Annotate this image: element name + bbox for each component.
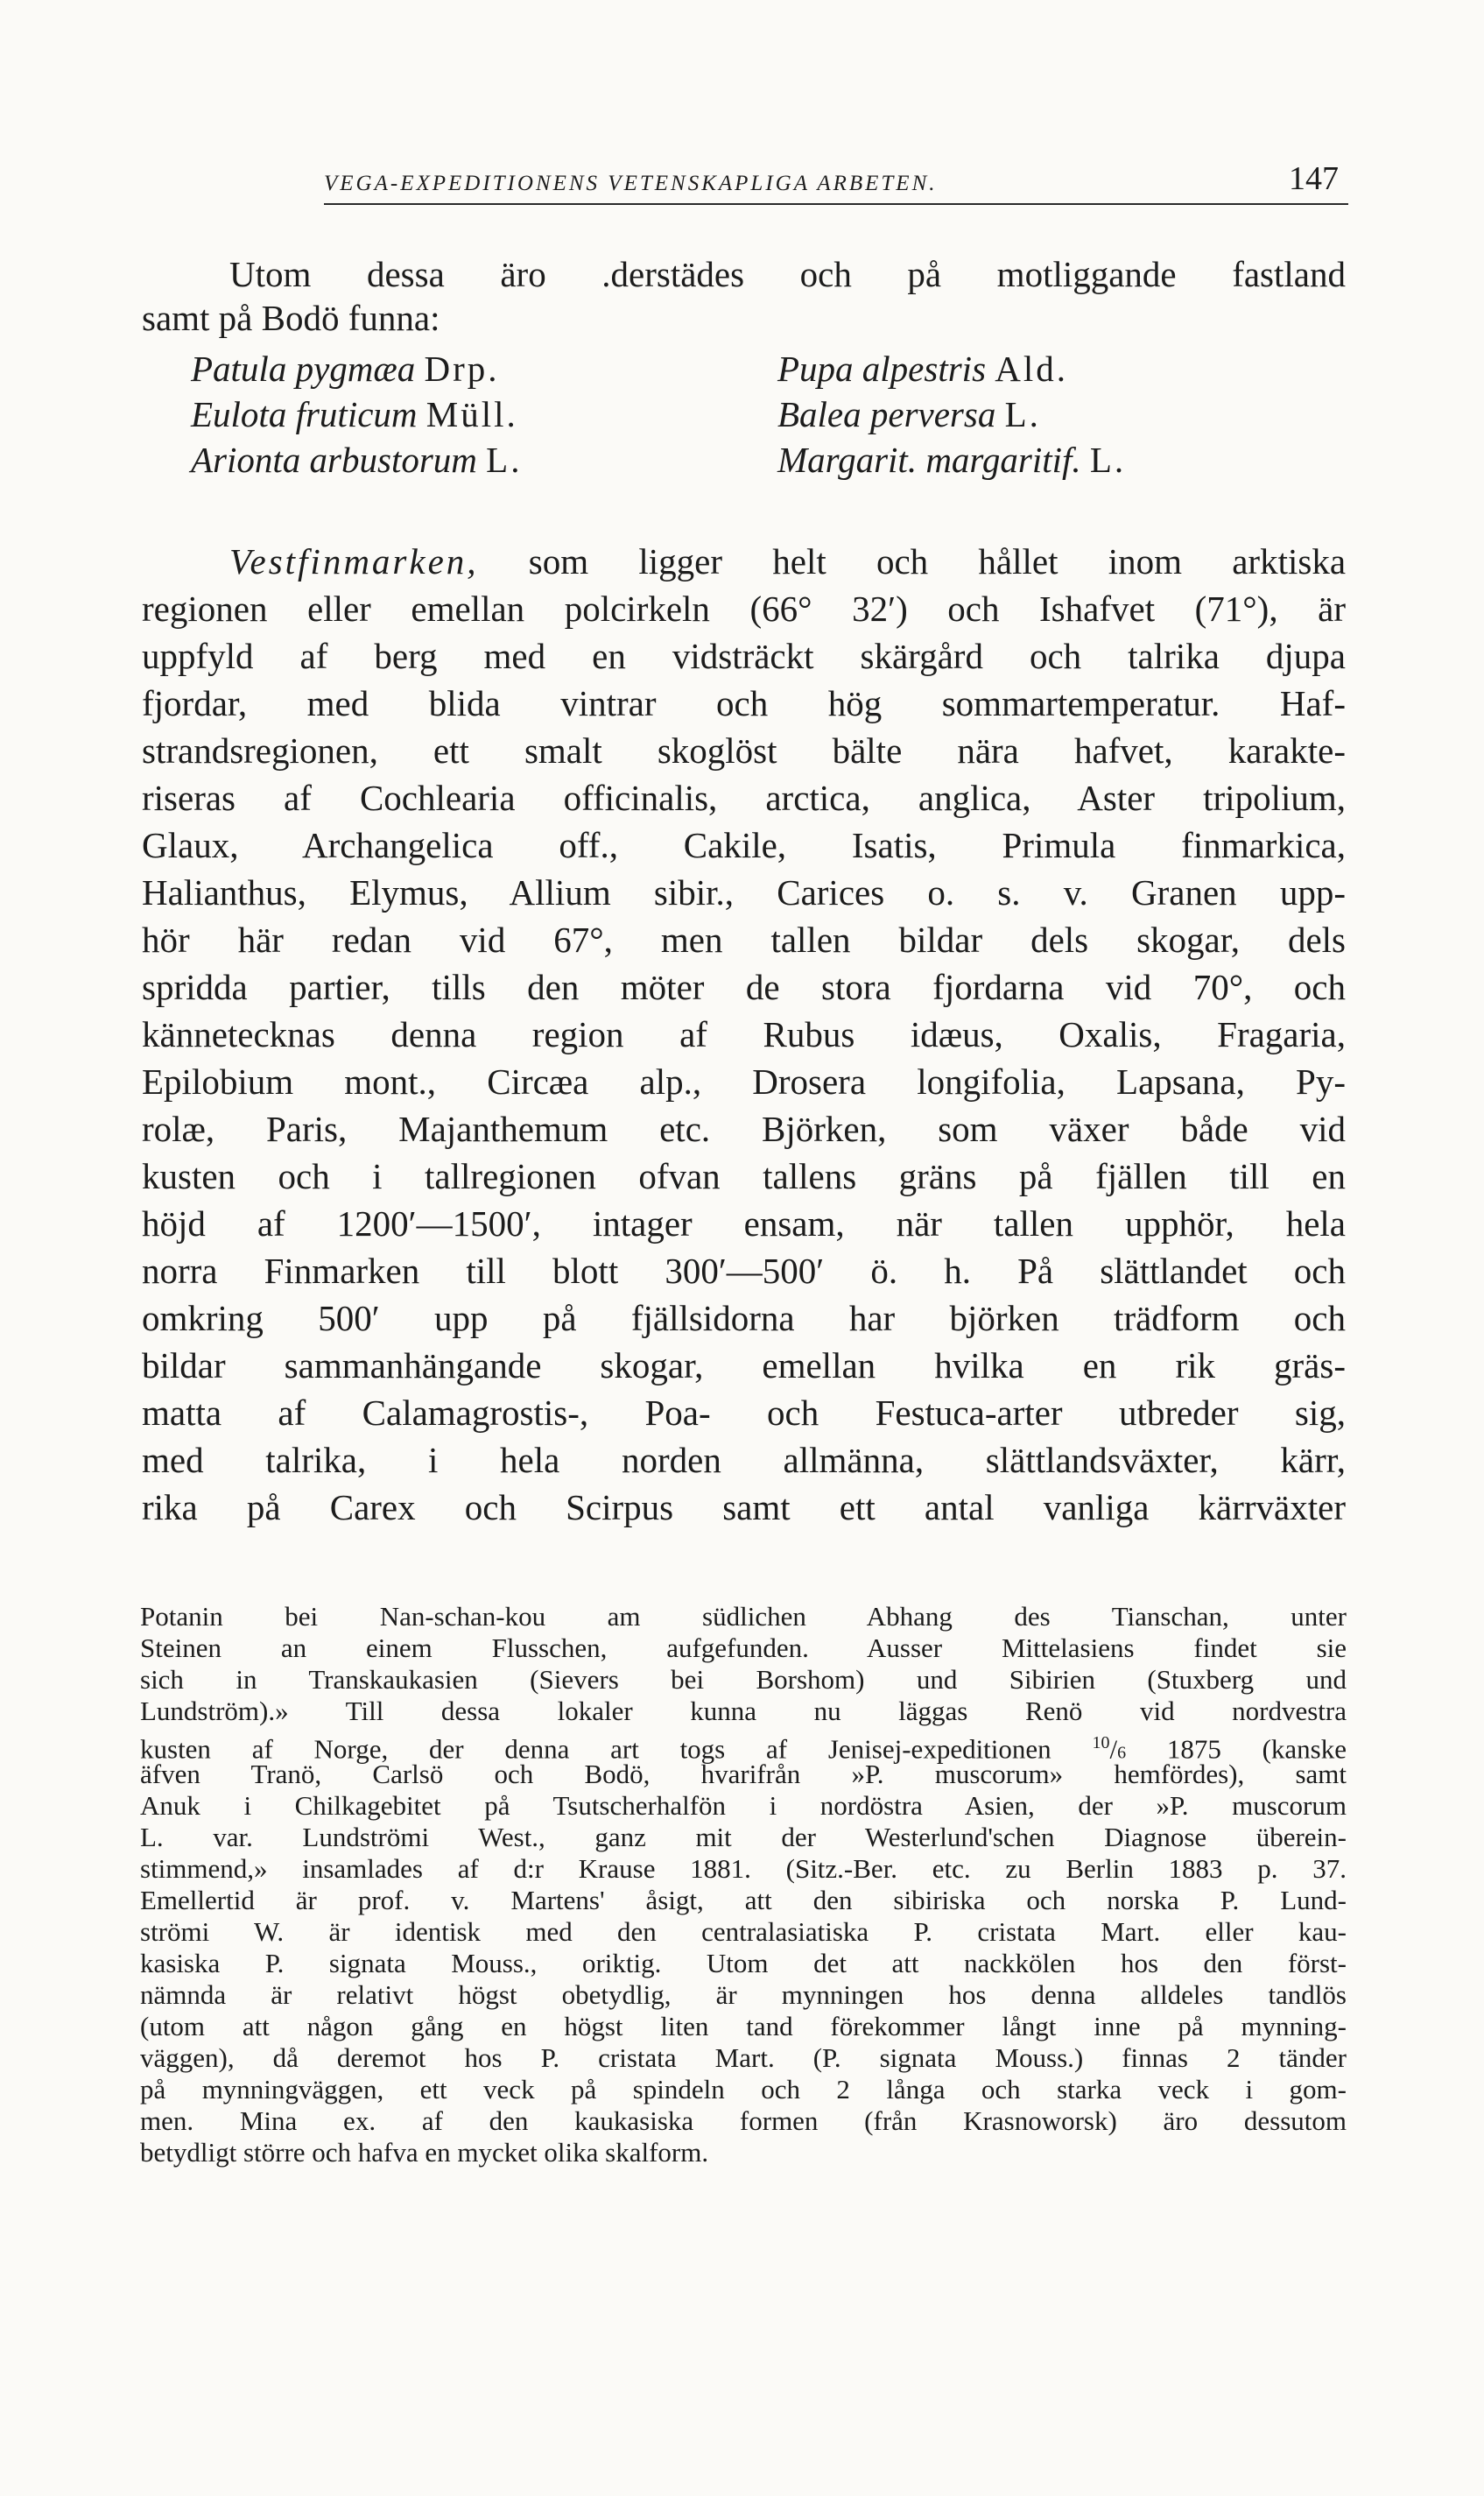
footnote-line: Anuk i Chilkagebitet på Tsutscherhalfön i nordöstra Asien, der »P. muscorum	[140, 1790, 1347, 1821]
paragraph-line-text: som ligger helt och hållet inom arktiska	[528, 541, 1347, 582]
species-entry	[777, 347, 1068, 391]
date-superscript: 10	[1092, 1733, 1110, 1752]
footnote-line: nämnda är relativt högst obetydlig, är mynningen hos denna alldeles tandlös	[140, 1979, 1347, 2010]
running-head: VEGA-EXPEDITIONENS VETENSKAPLIGA ARBETEN.	[324, 172, 938, 195]
paragraph-line: kusten och i tallregionen ofvan tallens gräns på fjällen till en	[142, 1156, 1346, 1196]
species-author: Müll.	[426, 394, 518, 434]
footnote-line: Lundström).» Till dessa lokaler kunna nu läggas Renö vid nordvestra	[140, 1696, 1347, 1726]
paragraph-line: matta af Calamagrostis-, Poa- och Festuca-arter utbreder sig,	[142, 1393, 1346, 1433]
species-entry	[777, 392, 1041, 436]
intro-line-1: Utom dessa äro .derstädes och på motliggande fastland	[229, 254, 1346, 294]
species-entry	[777, 438, 1126, 482]
paragraph-line: norra Finmarken till blott 300′—500′ ö. h. På slättlandet och	[142, 1251, 1346, 1291]
intro-line-2: samt på Bodö funna:	[142, 298, 440, 338]
species-author: L.	[1004, 394, 1041, 434]
species-name: Pupa alpestris	[777, 349, 987, 389]
paragraph-line: uppfyld af berg med en vidsträckt skärgård och talrika djupa	[142, 636, 1346, 676]
footnote-line: men. Mina ex. af den kaukasiska formen (från Krasnoworsk) äro dessutom	[140, 2105, 1347, 2136]
date-subscript: 6	[1117, 1743, 1127, 1763]
paragraph-line: rolæ, Paris, Majanthemum etc. Björken, som växer både vid	[142, 1109, 1346, 1149]
paragraph-line: kännetecknas denna region af Rubus idæus, Oxalis, Fragaria,	[142, 1014, 1346, 1054]
paragraph-line: bildar sammanhängande skogar, emellan hvilka en rik gräs-	[142, 1345, 1346, 1385]
species-name: Eulota fruticum	[191, 394, 418, 434]
footnote-line: Emellertid är prof. v. Martens' åsigt, att den sibiriska och norska P. Lund-	[140, 1885, 1347, 1915]
species-author: Drp.	[424, 349, 500, 389]
paragraph-line: strandsregionen, ett smalt skoglöst bälte nära hafvet, karakte-	[142, 730, 1346, 771]
species-entry	[191, 347, 500, 391]
footnote-line: äfven Tranö, Carlsö och Bodö, hvarifrån »P. muscorum» hemfördes), samt	[140, 1759, 1347, 1789]
species-author: L.	[486, 440, 523, 480]
species-author: Ald.	[995, 349, 1069, 389]
footnote-line: väggen), då deremot hos P. cristata Mart. (P. signata Mouss.) finnas 2 tänder	[140, 2042, 1347, 2073]
footnote-line: (utom att någon gång en högst liten tand förekommer långt inne på mynning-	[140, 2011, 1347, 2041]
paragraph-line: omkring 500′ upp på fjällsidorna har björken trädform och	[142, 1298, 1346, 1338]
footnote-line: L. var. Lundströmi West., ganz mit der Westerlund'schen Diagnose überein-	[140, 1822, 1347, 1852]
species-author: L.	[1089, 440, 1127, 480]
paragraph-line: spridda partier, tills den möter de stora fjordarna vid 70°, och	[142, 967, 1346, 1007]
footnote-line: Steinen an einem Flusschen, aufgefunden. Ausser Mittelasiens findet sie	[140, 1632, 1347, 1663]
footnote-line: kusten af Norge, der denna art togs af Jenisej-expeditionen $^{10}$/6 1875 (kanske	[140, 1733, 1347, 1765]
footnote-line: sich in Transkaukasien (Sievers bei Borshom) und Sibirien (Stuxberg und	[140, 1664, 1347, 1695]
footnote-line: betydligt större och hafva en mycket olika skalform.	[140, 2137, 709, 2168]
paragraph-line: Glaux, Archangelica off., Cakile, Isatis, Primula finmarkica,	[142, 825, 1346, 865]
footnote-line-text: 1875 (kanske	[1166, 1733, 1347, 1765]
paragraph-line: Halianthus, Elymus, Allium sibir., Carices o. s. v. Granen upp-	[142, 872, 1346, 913]
footnote-line: Potanin bei Nan-schan-kou am südlichen Abhang des Tianschan, unter	[140, 1601, 1347, 1632]
footnote-line: kasiska P. signata Mouss., oriktig. Utom det att nackkölen hos den först-	[140, 1948, 1347, 1978]
paragraph-line: riseras af Cochlearia officinalis, arctica, anglica, Aster tripolium,	[142, 778, 1346, 818]
paragraph-line: Epilobium mont., Circæa alp., Drosera longifolia, Lapsana, Py-	[142, 1061, 1346, 1102]
paragraph-line: med talrika, i hela norden allmänna, slättlandsväxter, kärr,	[142, 1440, 1346, 1480]
species-name: Patula pygmæa	[191, 349, 416, 389]
paragraph-line: rika på Carex och Scirpus samt ett antal vanliga kärrväxter	[142, 1487, 1346, 1527]
species-name: Margarit. margaritif.	[777, 440, 1081, 480]
page-number: 147	[1289, 160, 1339, 197]
region-name: Vestfinmarken,	[229, 541, 479, 582]
paragraph-line: regionen eller emellan polcirkeln (66° 32′) och Ishafvet (71°), är	[142, 589, 1346, 629]
species-name: Balea perversa	[777, 394, 996, 434]
footnote-line-text: kusten af Norge, der denna art togs af Jenisej-expeditionen	[140, 1733, 1051, 1765]
paragraph-line: fjordar, med blida vintrar och hög sommartemperatur. Haf-	[142, 683, 1346, 723]
paragraph-line	[229, 539, 1346, 583]
footnote-line: på mynningväggen, ett veck på spindeln och 2 långa och starka veck i gom-	[140, 2074, 1347, 2105]
species-entry	[191, 438, 522, 482]
header-rule	[324, 203, 1348, 205]
species-entry	[191, 392, 518, 436]
species-name: Arionta arbustorum	[191, 440, 477, 480]
footnote-line: strömi W. är identisk med den centralasiatiska P. cristata Mart. eller kau-	[140, 1916, 1347, 1947]
paragraph-line: höjd af 1200′—1500′, intager ensam, när tallen upphör, hela	[142, 1203, 1346, 1244]
paragraph-line: hör här redan vid 67°, men tallen bildar dels skogar, dels	[142, 920, 1346, 960]
footnote-line: stimmend,» insamlades af d:r Krause 1881. (Sitz.-Ber. etc. zu Berlin 1883 p. 37.	[140, 1853, 1347, 1884]
